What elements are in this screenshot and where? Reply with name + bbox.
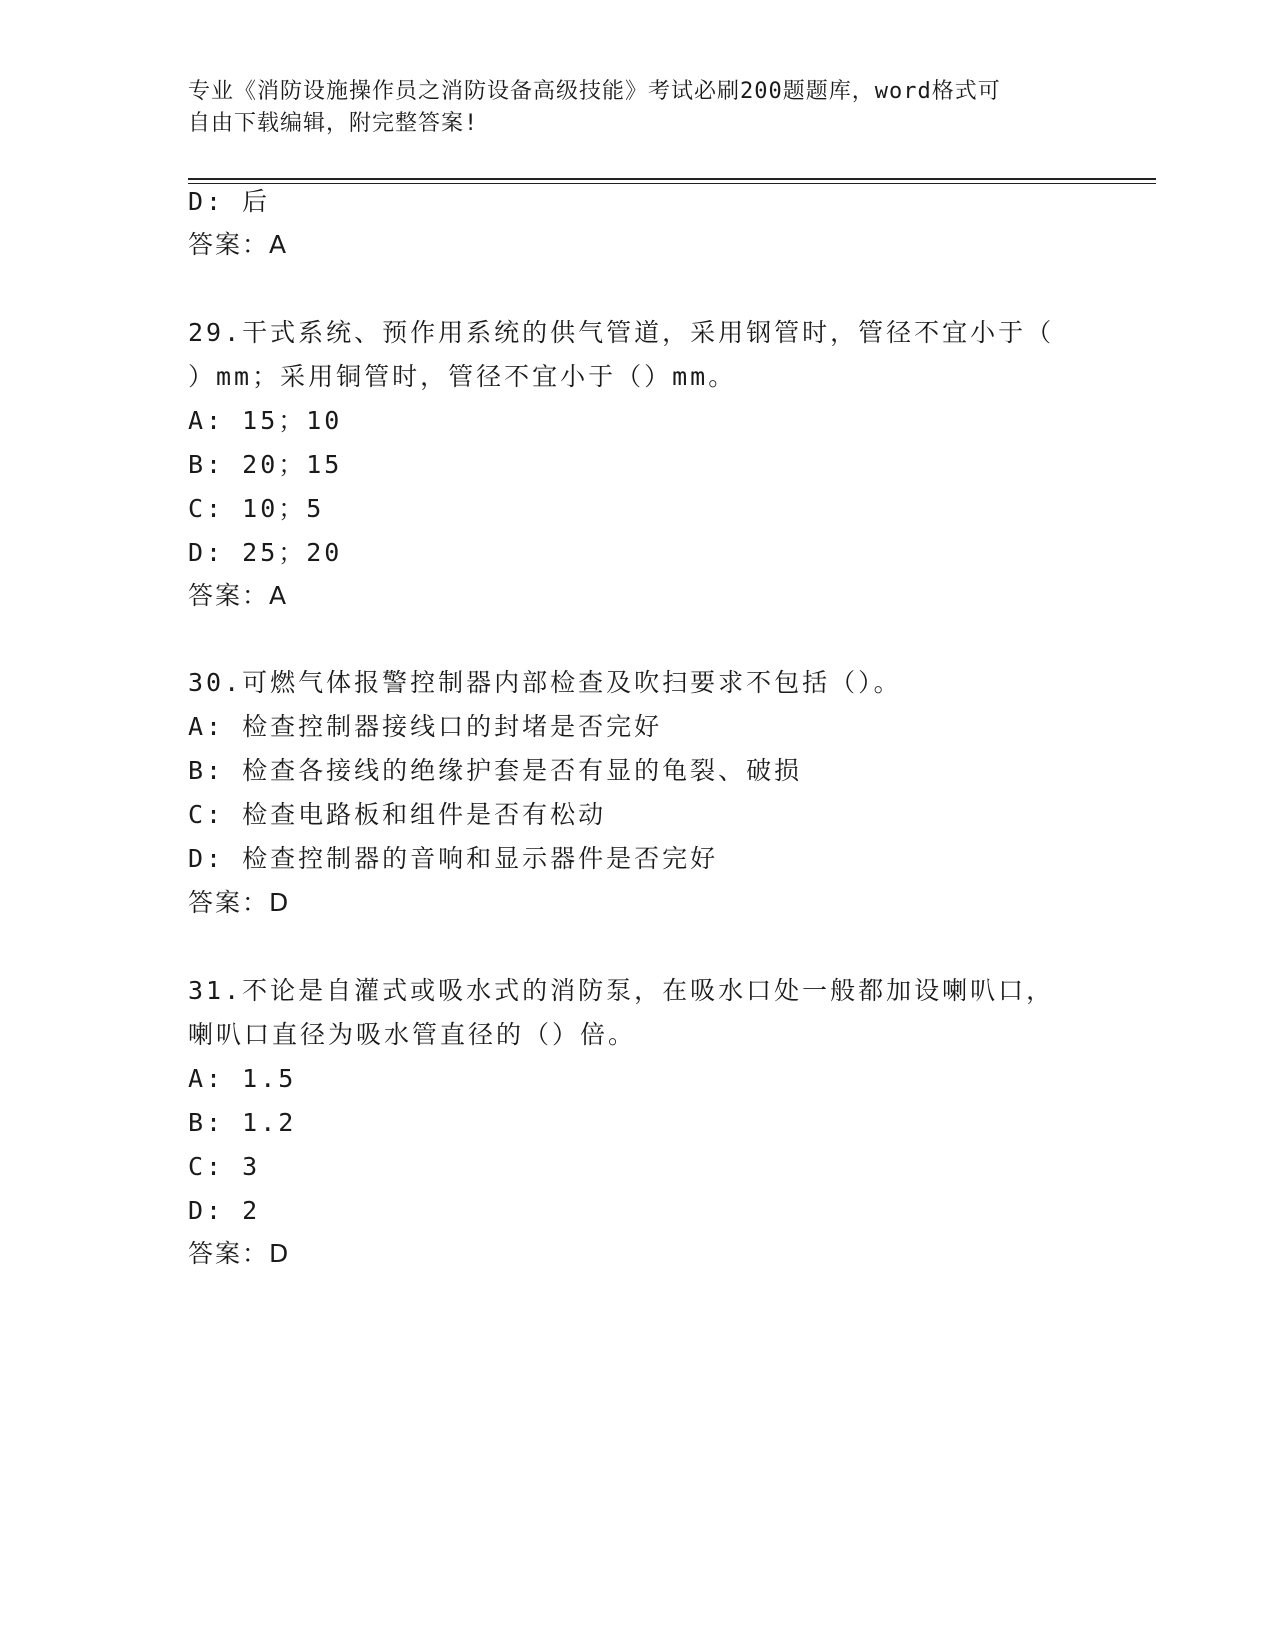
option-c: C: 10；5 [188, 494, 325, 523]
header-divider-thin [188, 183, 1156, 184]
option-a: A: 1.5 [188, 1064, 297, 1093]
answer-line: 答案：A [188, 581, 289, 610]
option-b: B: 1.2 [188, 1108, 297, 1137]
question-stem-line-1: 31.不论是自灌式或吸水式的消防泵，在吸水口处一般都加设喇叭口， [188, 976, 1055, 1005]
option-a: A: 检查控制器接线口的封堵是否完好 [188, 712, 663, 741]
option-c: C: 3 [188, 1152, 261, 1181]
header-text [188, 76, 1068, 140]
header-line-1: 专业《消防设施操作员之消防设备高级技能》考试必刷200题题库，word格式可 [188, 79, 1001, 104]
answer-line: 答案：D [188, 888, 291, 917]
option-a: A: 15；10 [188, 406, 343, 435]
question-stem-line-1: 30.可燃气体报警控制器内部检查及吹扫要求不包括（）。 [188, 668, 902, 697]
header-line-2: 自由下载编辑，附完整答案! [188, 111, 479, 136]
option-b: B: 检查各接线的绝缘护套是否有显的龟裂、破损 [188, 756, 803, 785]
option-d: D: 检查控制器的音响和显示器件是否完好 [188, 844, 719, 873]
question-stem-line-2: ）mm；采用铜管时，管径不宜小于（）mm。 [188, 362, 737, 391]
option-c: C: 检查电路板和组件是否有松动 [188, 800, 607, 829]
answer-line: 答案：A [188, 230, 289, 259]
option-b: B: 20；15 [188, 450, 343, 479]
option-d: D: 后 [188, 187, 271, 216]
question-stem-line-2: 喇叭口直径为吸水管直径的（）倍。 [188, 1020, 637, 1049]
option-d: D: 2 [188, 1196, 261, 1225]
question-stem-line-1: 29.干式系统、预作用系统的供气管道，采用钢管时，管径不宜小于（ [188, 318, 1055, 347]
header-divider [188, 178, 1156, 180]
answer-line: 答案：D [188, 1239, 291, 1268]
option-d: D: 25；20 [188, 538, 343, 567]
